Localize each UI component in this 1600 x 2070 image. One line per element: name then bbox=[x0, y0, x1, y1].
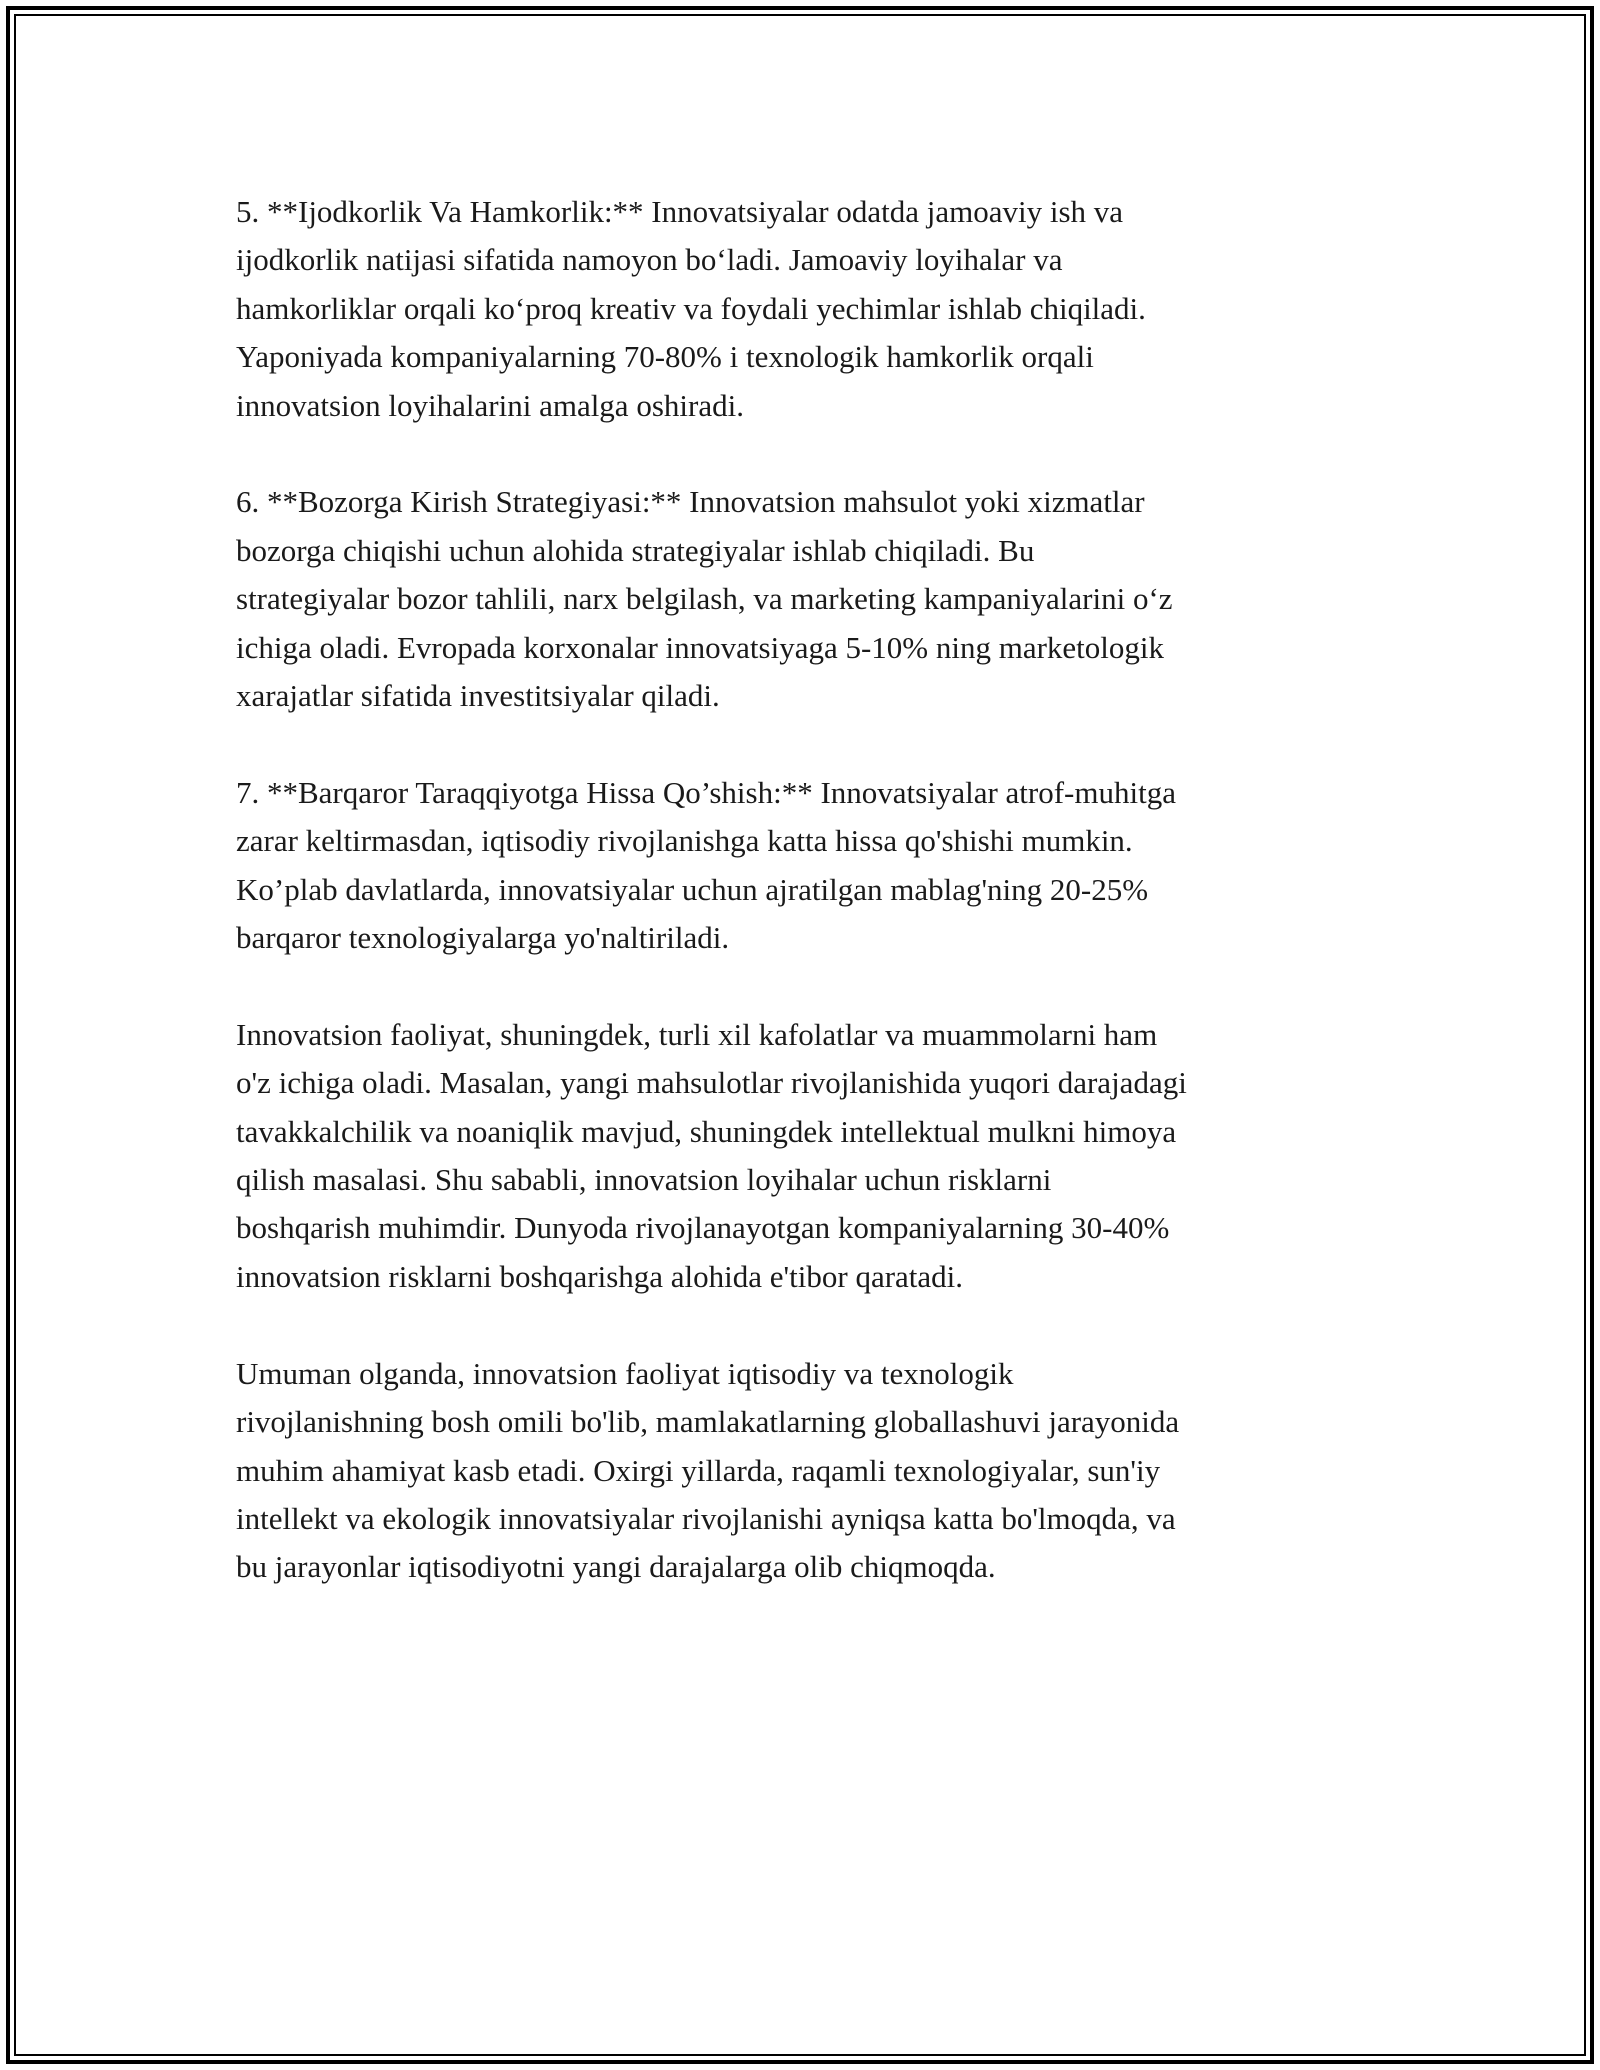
text-line: bu jarayonlar iqtisodiyotni yangi darajalarga olib chiqmoqda. bbox=[236, 1549, 996, 1585]
text-line: Yaponiyada kompaniyalarning 70-80% i texnologik hamkorlik orqali bbox=[236, 339, 1094, 375]
text-line: ijodkorlik natijasi sifatida namoyon bo‘ladi. Jamoaviy loyihalar va bbox=[236, 242, 1063, 278]
paragraph-risks bbox=[236, 1011, 1376, 1301]
document-body bbox=[236, 188, 1376, 1640]
text-line: Innovatsion faoliyat, shuningdek, turli xil kafolatlar va muammolarni ham bbox=[236, 1016, 1158, 1052]
text-line: innovatsion risklarni boshqarishga alohida e'tibor qaratadi. bbox=[236, 1258, 964, 1294]
text-line: Ko’plab davlatlarda, innovatsiyalar uchun ajratilgan mablag'ning 20-25% bbox=[236, 871, 1149, 907]
paragraph-6-market-entry-strategy bbox=[236, 478, 1376, 720]
text-line: innovatsion loyihalarini amalga oshiradi. bbox=[236, 387, 744, 423]
text-line: qilish masalasi. Shu sababli, innovatsion loyihalar uchun risklarni bbox=[236, 1162, 1052, 1198]
text-line: muhim ahamiyat kasb etadi. Oxirgi yillarda, raqamli texnologiyalar, sun'iy bbox=[236, 1452, 1161, 1488]
text-line: 6. **Bozorga Kirish Strategiyasi:** Innovatsion mahsulot yoki xizmatlar bbox=[236, 484, 1145, 520]
text-line: xarajatlar sifatida investitsiyalar qiladi. bbox=[236, 678, 720, 714]
paragraph-conclusion bbox=[236, 1350, 1376, 1592]
text-line: intellekt va ekologik innovatsiyalar rivojlanishi ayniqsa katta bo'lmoqda, va bbox=[236, 1500, 1176, 1536]
text-line: ichiga oladi. Evropada korxonalar innovatsiyaga 5-10% ning marketologik bbox=[236, 629, 1165, 665]
text-line: Umuman olganda, innovatsion faoliyat iqtisodiy va texnologik bbox=[236, 1355, 1014, 1391]
text-line: rivojlanishning bosh omili bo'lib, mamlakatlarning globallashuvi jarayonida bbox=[236, 1404, 1180, 1440]
text-line: 5. **Ijodkorlik Va Hamkorlik:** Innovatsiyalar odatda jamoaviy ish va bbox=[236, 194, 1124, 229]
text-line: tavakkalchilik va noaniqlik mavjud, shuningdek intellektual mulkni himoya bbox=[236, 1113, 1177, 1149]
text-line: hamkorliklar orqali ko‘proq kreativ va foydali yechimlar ishlab chiqiladi. bbox=[236, 290, 1146, 326]
text-line: o'z ichiga oladi. Masalan, yangi mahsulotlar rivojlanishida yuqori darajadagi bbox=[236, 1065, 1187, 1101]
paragraph-7-sustainable-development bbox=[236, 769, 1376, 963]
text-line: zarar keltirmasdan, iqtisodiy rivojlanishga katta hissa qo'shishi mumkin. bbox=[236, 823, 1133, 859]
text-line: barqaror texnologiyalarga yo'naltiriladi. bbox=[236, 920, 730, 956]
text-line: strategiyalar bozor tahlili, narx belgilash, va marketing kampaniyalarini o‘z bbox=[236, 581, 1173, 617]
paragraph-5-creativity-collaboration bbox=[236, 188, 1376, 430]
text-line: bozorga chiqishi uchun alohida strategiyalar ishlab chiqiladi. Bu bbox=[236, 532, 1035, 568]
text-line: 7. **Barqaror Taraqqiyotga Hissa Qo’shish:** Innovatsiyalar atrof-muhitga bbox=[236, 774, 1176, 810]
text-line: boshqarish muhimdir. Dunyoda rivojlanayotgan kompaniyalarning 30-40% bbox=[236, 1210, 1170, 1246]
